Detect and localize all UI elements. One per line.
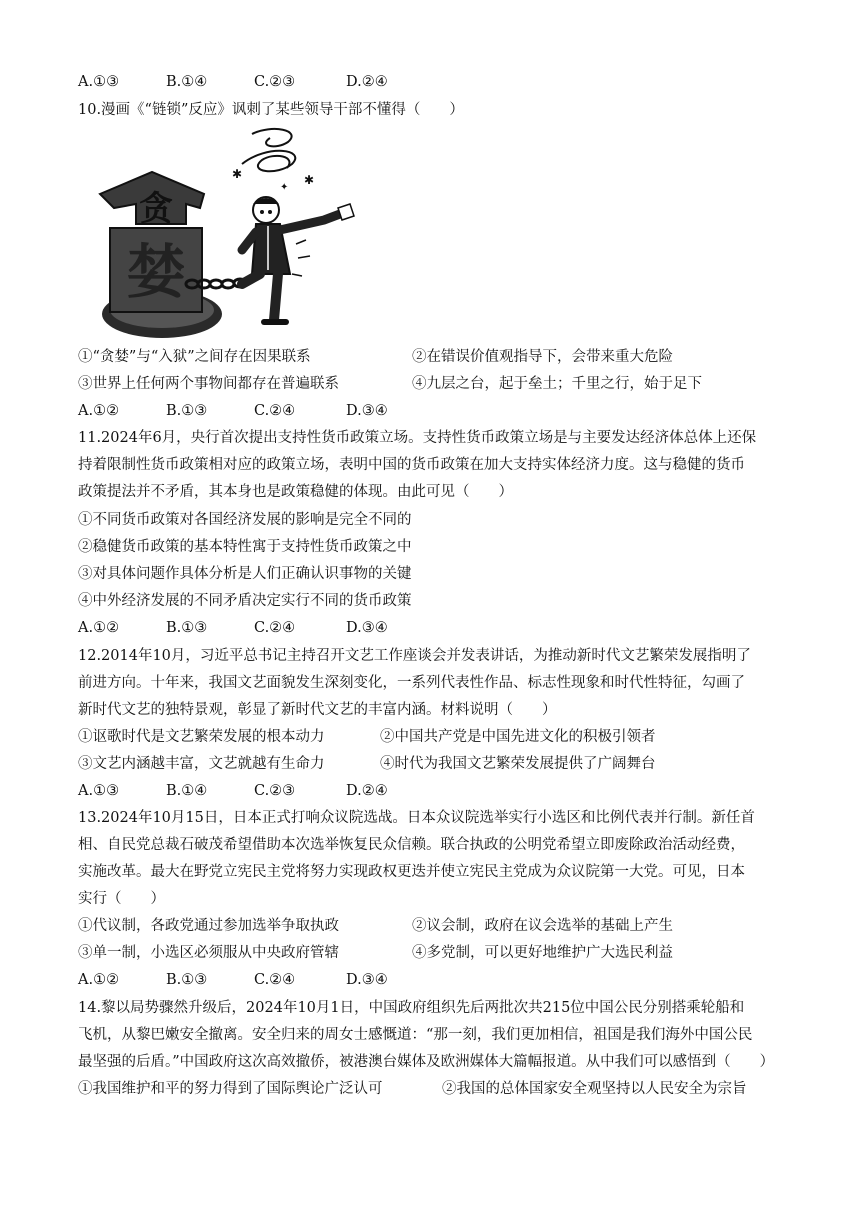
svg-text:✦: ✦	[280, 182, 289, 193]
q13-item-3: ③单一制，小选区必须服从中央政府管辖	[78, 945, 339, 961]
q10-item-3: ③世界上任何两个事物间都存在普遍联系	[78, 376, 339, 392]
q10-option-c[interactable]: C.②④	[254, 403, 296, 419]
cartoon-char-2: 婪	[126, 238, 186, 306]
q11-option-a[interactable]: A.①②	[78, 620, 120, 636]
q13-stem-line1: 13.2024年10月15日，日本正式打响众议院选战。日本众议院选举实行小选区和比例代表并行制。新任首	[78, 810, 755, 826]
q12-option-c[interactable]: C.②③	[254, 783, 296, 799]
q14-items-row1	[78, 1079, 747, 1099]
q13-item-4: ④多党制，可以更好地维护广大选民利益	[412, 945, 673, 961]
q11-option-d[interactable]: D.③④	[346, 620, 388, 636]
q10-option-d[interactable]: D.③④	[346, 403, 388, 419]
q13-option-c[interactable]: C.②④	[254, 972, 296, 988]
q10-items-row2	[78, 374, 702, 394]
q13-stem-line4: 实行（ ）	[78, 891, 165, 907]
q13-option-b[interactable]: B.①③	[166, 972, 208, 988]
q13-options	[78, 970, 426, 990]
svg-text:✱: ✱	[304, 173, 315, 187]
q11-options	[78, 618, 426, 638]
q11-item-4: ④中外经济发展的不同矛盾决定实行不同的货币政策	[78, 593, 412, 609]
q10-option-b[interactable]: B.①③	[166, 403, 208, 419]
chain-reaction-cartoon	[92, 124, 362, 346]
q12-stem-line3: 新时代文艺的独特景观，彰显了新时代文艺的丰富内涵。材料说明（ ）	[78, 702, 557, 718]
q13-items-row2	[78, 943, 673, 963]
q12-item-3: ③文艺内涵越丰富，文艺就越有生命力	[78, 756, 325, 772]
q11-item-2: ②稳健货币政策的基本特性寓于支持性货币政策之中	[78, 539, 412, 555]
q13-item-1: ①代议制，各政党通过参加选举争取执政	[78, 918, 339, 934]
q11-option-b[interactable]: B.①③	[166, 620, 208, 636]
q12-items-row2	[78, 754, 656, 774]
q12-stem-line2: 前进方向。十年来，我国文艺面貌发生深刻变化，一系列代表性作品、标志性现象和时代性特征，勾画了	[78, 675, 745, 691]
q11-stem-line1: 11.2024年6月，央行首次提出支持性货币政策立场。支持性货币政策立场是与主要发达经济体总体上还保	[78, 430, 757, 446]
q12-item-4: ④时代为我国文艺繁荣发展提供了广阔舞台	[380, 756, 656, 772]
q12-option-a[interactable]: A.①③	[78, 783, 120, 799]
svg-text:✱: ✱	[232, 167, 243, 181]
q11-option-c[interactable]: C.②④	[254, 620, 296, 636]
q11-item-1: ①不同货币政策对各国经济发展的影响是完全不同的	[78, 512, 412, 528]
q14-stem-line2: 飞机，从黎巴嫩安全撤离。安全归来的周女士感慨道：“那一刻，我们更加相信，祖国是我们海外中国公民	[78, 1027, 753, 1043]
q10-options	[78, 401, 426, 421]
q10-items-row1	[78, 347, 673, 367]
q14-item-1: ①我国维护和平的努力得到了国际舆论广泛认可	[78, 1081, 383, 1097]
q11-item-3: ③对具体问题作具体分析是人们正确认识事物的关键	[78, 566, 412, 582]
q9-option-b[interactable]: B.①④	[166, 74, 208, 90]
q10-option-a[interactable]: A.①②	[78, 403, 120, 419]
q13-items-row1	[78, 916, 673, 936]
q10-item-4: ④九层之台，起于垒土；千里之行，始于足下	[412, 376, 702, 392]
q14-item-2: ②我国的总体国家安全观坚持以人民安全为宗旨	[442, 1081, 747, 1097]
q13-option-a[interactable]: A.①②	[78, 972, 120, 988]
q12-option-d[interactable]: D.②④	[346, 783, 388, 799]
q14-stem-line3: 最坚强的后盾。”中国政府这次高效撤侨，被港澳台媒体及欧洲媒体大篇幅报道。从中我们可以感悟到（ ）	[78, 1054, 775, 1070]
q13-option-d[interactable]: D.③④	[346, 972, 388, 988]
q12-items-row1	[78, 727, 656, 747]
q10-item-1: ①“贪婪”与“入狱”之间存在因果联系	[78, 349, 311, 365]
q10-stem: 10.漫画《“链锁”反应》讽刺了某些领导干部不懂得（ ）	[78, 102, 464, 118]
q9-option-c[interactable]: C.②③	[254, 74, 296, 90]
q12-option-b[interactable]: B.①④	[166, 783, 208, 799]
q9-option-d[interactable]: D.②④	[346, 74, 388, 90]
q13-stem-line3: 实施改革。最大在野党立宪民主党将努力实现政权更迭并使立宪民主党成为众议院第一大党。可见，日本	[78, 864, 745, 880]
q9-options	[78, 72, 426, 92]
q12-item-2: ②中国共产党是中国先进文化的积极引领者	[380, 729, 656, 745]
q10-item-2: ②在错误价值观指导下，会带来重大危险	[412, 349, 673, 365]
q13-stem-line2: 相、自民党总裁石破茂希望借助本次选举恢复民众信赖。联合执政的公明党希望立即废除政治活动经费，	[78, 837, 745, 853]
q11-stem-line3: 政策提法并不矛盾，其本身也是政策稳健的体现。由此可见（ ）	[78, 484, 513, 500]
q9-option-a[interactable]: A.①③	[78, 74, 120, 90]
q13-item-2: ②议会制，政府在议会选举的基础上产生	[412, 918, 673, 934]
cartoon-char-1: 贪	[139, 189, 173, 229]
q12-item-1: ①讴歌时代是文艺繁荣发展的根本动力	[78, 729, 325, 745]
q14-stem-line1: 14.黎以局势骤然升级后，2024年10月1日，中国政府组织先后两批次共215位中国公民分别搭乘轮船和	[78, 1000, 745, 1016]
q11-stem-line2: 持着限制性货币政策相对应的政策立场，表明中国的货币政策在加大支持实体经济力度。这与稳健的货币	[78, 457, 745, 473]
q12-stem-line1: 12.2014年10月，习近平总书记主持召开文艺工作座谈会并发表讲话，为推动新时代文艺繁荣发展指明了	[78, 648, 751, 664]
q12-options	[78, 781, 426, 801]
